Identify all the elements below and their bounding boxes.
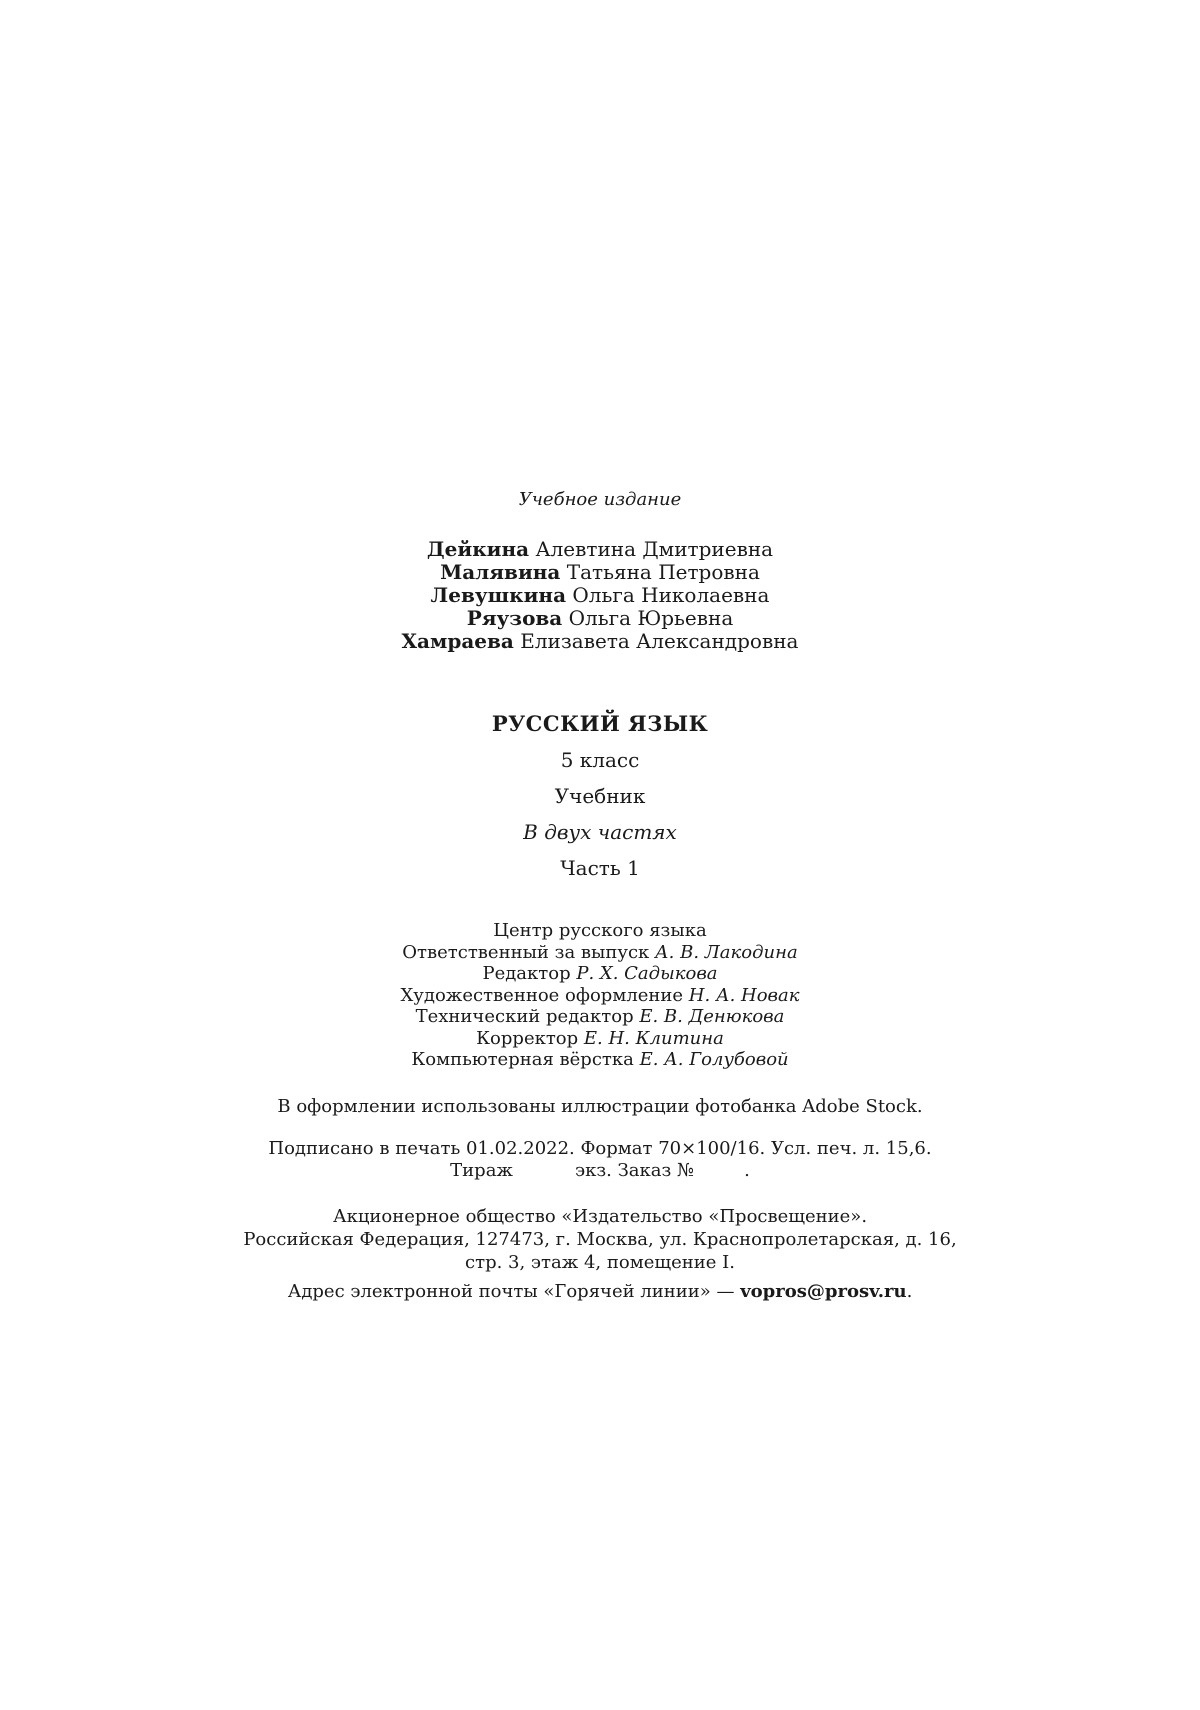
credit-line [0, 963, 1200, 985]
author-given-names: Алевтина Дмитриевна [535, 537, 774, 561]
credit-role: Технический редактор [415, 1006, 634, 1027]
edition-type [0, 489, 1200, 510]
credit-person: Е. Н. Клитина [583, 1027, 724, 1049]
hotline-label: Адрес электронной почты «Горячей линии» — [287, 1281, 741, 1302]
author-surname: Ряузова [466, 606, 563, 630]
author-list [0, 538, 1200, 653]
author-line [0, 538, 1200, 561]
book-title-text: РУССКИЙ ЯЗЫК [491, 711, 709, 736]
author-surname: Левушкина [430, 583, 567, 607]
author-line [0, 630, 1200, 653]
publisher-address: Российская Федерация, 127473, г. Москва, ул. Краснопролетарская, д. 16, [243, 1229, 957, 1250]
publisher-address: стр. 3, этаж 4, помещение I. [465, 1252, 735, 1273]
author-given-names: Елизавета Александровна [520, 629, 799, 653]
credit-line [0, 1006, 1200, 1028]
hotline-info [0, 1281, 1200, 1302]
book-title [0, 711, 1200, 736]
author-line [0, 607, 1200, 630]
print-info-line: Подписано в печать 01.02.2022. Формат 70×100/16. Усл. печ. л. 15,6. [268, 1138, 932, 1159]
author-surname: Дейкина [426, 537, 530, 561]
publisher-name: Акционерное общество «Издательство «Просвещение». [332, 1206, 868, 1227]
illustrations-note-text: В оформлении использованы иллюстрации фотобанка Adobe Stock. [277, 1096, 923, 1117]
credits-center: Центр русского языка [493, 920, 707, 941]
hotline-line [0, 1281, 1200, 1302]
credit-line [0, 942, 1200, 964]
book-grade-text: 5 класс [560, 748, 640, 772]
author-given-names: Ольга Юрьевна [568, 606, 734, 630]
book-kind-text: Учебник [554, 784, 646, 808]
credit-person: Р. Х. Садыкова [576, 963, 718, 984]
book-part-number [0, 856, 1200, 880]
credit-person: А. В. Лакодина [655, 941, 798, 963]
credit-person: Е. А. Голубовой [639, 1049, 789, 1070]
publisher-info [0, 1205, 1200, 1274]
copies-label: экз. Заказ № [575, 1160, 695, 1181]
credit-line [0, 1028, 1200, 1050]
circulation-end-mark: . [744, 1160, 750, 1181]
author-line [0, 584, 1200, 607]
illustrations-note [0, 1096, 1200, 1117]
credit-role: Компьютерная вёрстка [411, 1049, 634, 1070]
credit-role: Ответственный за выпуск [402, 941, 650, 963]
credit-role: Художественное оформление [400, 984, 684, 1006]
author-given-names: Ольга Николаевна [572, 583, 770, 607]
credit-person: Н. А. Новак [688, 984, 800, 1006]
book-grade [0, 748, 1200, 772]
author-surname: Хамраева [401, 629, 514, 653]
credit-line [0, 985, 1200, 1007]
book-parts-count-text: В двух частях [523, 820, 677, 844]
credit-role: Корректор [476, 1027, 579, 1049]
credit-line [0, 1049, 1200, 1071]
hotline-email: vopros@prosv.ru [740, 1281, 907, 1302]
author-line [0, 561, 1200, 584]
hotline-end-mark: . [906, 1281, 913, 1302]
circulation-line [0, 1160, 1200, 1182]
author-surname: Малявина [440, 560, 561, 584]
book-part-number-text: Часть 1 [560, 856, 640, 880]
credit-person: Е. В. Денюкова [639, 1006, 785, 1027]
book-kind [0, 784, 1200, 808]
author-given-names: Татьяна Петровна [566, 560, 760, 584]
editorial-credits [0, 920, 1200, 1071]
print-info [0, 1138, 1200, 1182]
book-parts-count [0, 820, 1200, 844]
circulation-label: Тираж [450, 1160, 513, 1181]
edition-type-text: Учебное издание [518, 489, 682, 510]
credit-role: Редактор [482, 963, 571, 984]
